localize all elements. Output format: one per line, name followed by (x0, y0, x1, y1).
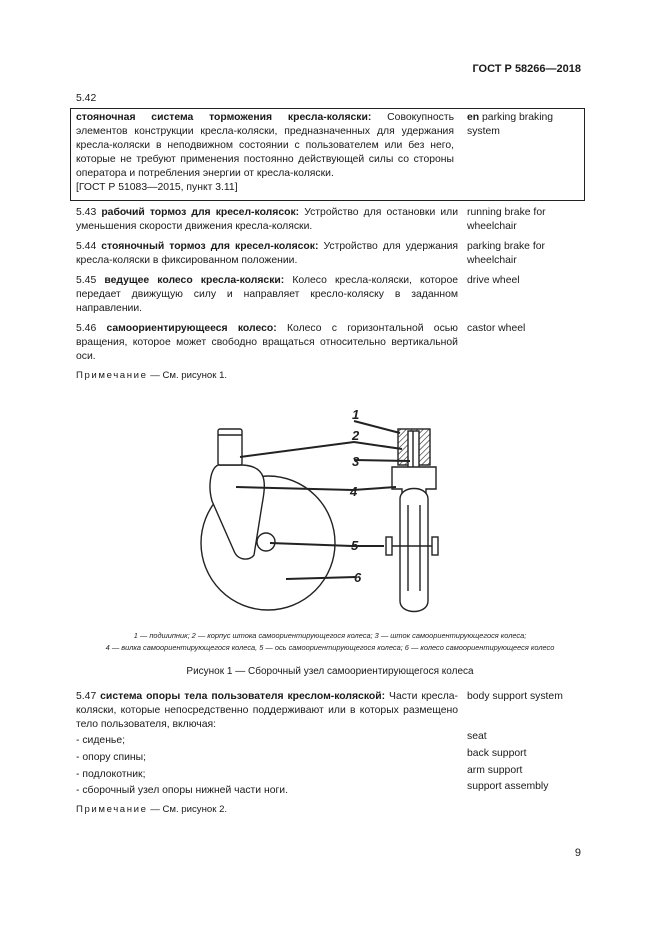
callout-4: 4 (350, 484, 358, 499)
entry-5-45-en: drive wheel (467, 275, 520, 286)
entry-5-44 (76, 240, 458, 268)
boxed-entry-5-42 (70, 108, 585, 201)
entry-definition: Совокупность элементов конструкции кресла-коляски, предназначенных для удержания кресла-коляски в неподвижном состоянии с пользователем или без него, которые не требуют применения постоянно действующей силы со стороны оператора и потребления энергии от кресла-коляски. (76, 112, 454, 179)
entry-definition: Устройство для удержания кресла-коляски в фиксированном положении. (76, 241, 459, 266)
entry-term: самоориентирующееся колесо: (106, 323, 277, 334)
document-code: ГОСТ Р 58266—2018 (472, 63, 581, 75)
entry-5-46-en: castor wheel (467, 323, 526, 334)
castor-assembly-figure (170, 405, 470, 625)
axle-front-right (432, 537, 438, 555)
entry-5-46 (76, 322, 458, 364)
entry-term: система опоры тела пользователя креслом-коляской: (100, 691, 386, 702)
callout-3: 3 (352, 454, 360, 469)
note-label: Примечание (76, 370, 148, 381)
entry-reference: [ГОСТ Р 51083—2015, пункт 3.11] (76, 182, 238, 193)
note-text: — См. рисунок 2. (147, 804, 228, 815)
entry-number: 5.43 (76, 207, 97, 218)
en-prefix: en (467, 112, 480, 123)
figure-legend-line-2: 4 — вилка самоориентирующегося колеса, 5 — ось самоориентирующегося колеса; 6 — колесо самоориентирующееся колесо (105, 643, 555, 652)
entry-5-45 (76, 274, 458, 316)
entry-5-47-en: body support system (467, 691, 563, 702)
entry-term: ведущее колесо кресла-коляски: (104, 275, 285, 286)
note-1 (76, 369, 227, 383)
list-item-seat: - сиденье; (76, 735, 126, 746)
entry-number: 5.45 (76, 275, 97, 286)
entry-5-44-en: parking brake for wheelchair (467, 241, 545, 266)
entry-definition: Части кресла-коляски, которые непосредственно поддерживают или в которых размещено тело пользователя, включая: (76, 691, 458, 730)
list-item-back-support: - опору спины; (76, 752, 146, 763)
entry-5-47 (76, 690, 458, 732)
callout-5: 5 (351, 538, 359, 553)
figure-legend-line-1: 1 — подшипник; 2 — корпус штока самоориентирующегося колеса; 3 — шток самоориентирующегося колеса; (133, 631, 527, 640)
note-label: Примечание (76, 804, 148, 815)
entry-definition: Колесо кресла-коляски, которое передает движущую силу и направляет кресло-коляску в заданном направлении. (76, 275, 459, 314)
note-2 (76, 803, 227, 817)
entry-5-43 (76, 206, 458, 234)
entry-definition: Колесо с горизонтальной осью вращения, которое может свободно вращаться относительно вертикальной оси. (76, 323, 458, 362)
callout-1: 1 (352, 407, 360, 422)
list-item-leg-support-en: support assembly (467, 781, 549, 792)
entry-number: 5.44 (76, 241, 97, 252)
entry-5-42-text (76, 111, 454, 181)
entry-definition: Устройство для остановки или уменьшения скорости движения кресла-коляски. (76, 207, 459, 232)
entry-number: 5.47 (76, 691, 97, 702)
note-text: — См. рисунок 1. (147, 370, 228, 381)
list-item-arm-support-en: arm support (467, 765, 523, 776)
axle-front-left (386, 537, 392, 555)
list-item-leg-support: - сборочный узел опоры нижней части ноги. (76, 785, 288, 796)
list-item-back-support-en: back support (467, 748, 527, 759)
entry-term: стояночная система торможения кресла-коляски: (76, 112, 372, 123)
entry-term: рабочий тормоз для кресел-колясок: (101, 207, 300, 218)
entry-term: стояночный тормоз для кресел-колясок: (101, 241, 319, 252)
callout-2: 2 (352, 428, 360, 443)
entry-5-42-en (467, 111, 579, 139)
figure-caption: Рисунок 1 — Сборочный узел самоориентирующегося колеса (186, 666, 474, 677)
page-number: 9 (574, 847, 581, 859)
entry-5-43-en: running brake for wheelchair (467, 207, 546, 232)
callout-6: 6 (354, 570, 362, 585)
axle-side-view (257, 533, 275, 551)
list-item-arm-support: - подлокотник; (76, 769, 146, 780)
entry-number: 5.46 (76, 323, 97, 334)
entry-number-5-42: 5.42 (76, 93, 97, 104)
en-term: parking braking system (467, 112, 554, 137)
list-item-seat-en: seat (467, 731, 487, 742)
